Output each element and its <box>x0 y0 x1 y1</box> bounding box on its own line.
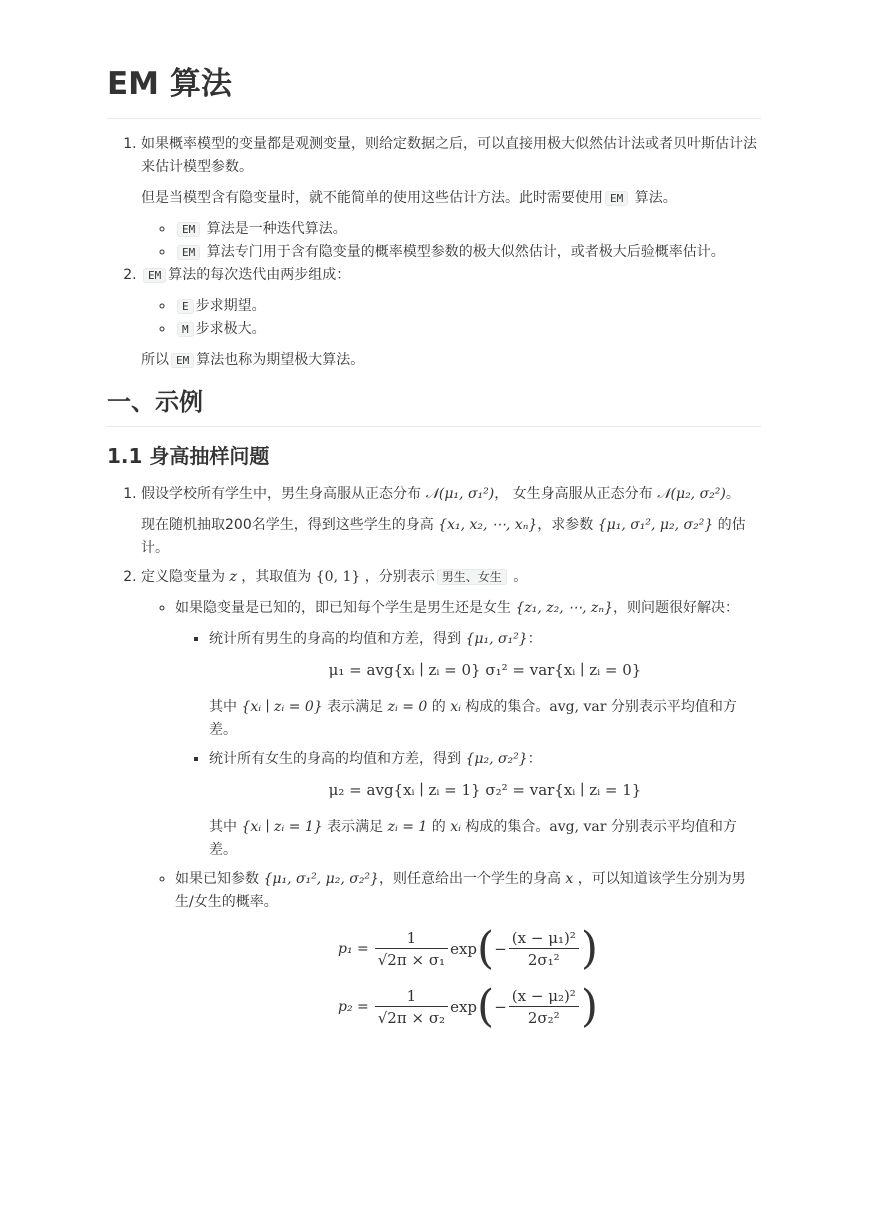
math-lhs: p₁ = <box>337 940 369 957</box>
inline-code: EM <box>143 268 166 283</box>
sub-list <box>141 218 761 264</box>
exp-function: exp <box>450 997 478 1016</box>
text: 算法专门用于含有隐变量的概率模型参数的极大似然估计，或者极大后验概率估计。 <box>202 244 725 260</box>
left-paren: ( <box>477 981 495 1032</box>
math-inline: 𝒩(μ₂, σ₂²) <box>657 486 726 502</box>
text: 如果已知参数 <box>175 871 264 887</box>
text: 但是当模型含有隐变量时，就不能简单的使用这些估计方法。此时需要使用 <box>141 190 603 206</box>
math-inline: zᵢ = 1 <box>387 819 428 835</box>
left-paren: ( <box>477 923 495 974</box>
math-inline: {μ₁, σ₁², μ₂, σ₂²} <box>263 871 379 887</box>
math-inline: {xᵢ ∣ zᵢ = 1} <box>241 819 323 835</box>
text: 统计所有男生的身高的均值和方差，得到 <box>209 631 466 647</box>
denominator: √2π × σ₁ <box>377 950 446 969</box>
probability-equations <box>175 920 761 1036</box>
list-item <box>175 597 761 862</box>
paragraph <box>141 514 761 560</box>
fraction <box>375 928 448 971</box>
inline-code: EM <box>177 222 200 237</box>
text: 表示满足 <box>322 699 388 715</box>
minus-sign: − <box>494 939 507 958</box>
math-inline: {μ₁, σ₁²} <box>465 631 528 647</box>
text: 算法是一种迭代算法。 <box>202 221 347 237</box>
numerator: (x − μ₂)² <box>509 986 579 1007</box>
text: 算法的每次迭代由两步组成： <box>168 267 351 283</box>
inline-code: E <box>177 299 194 314</box>
subsection-heading: 1.1 身高抽样问题 <box>107 444 270 468</box>
math-inline: avg, var <box>549 819 607 835</box>
text: 分别表示平均值和方差。 <box>209 819 737 858</box>
numerator: 1 <box>375 986 448 1007</box>
fraction <box>509 928 579 971</box>
numerator: 1 <box>375 928 448 949</box>
text: 其中 <box>209 699 242 715</box>
math-inline: xᵢ <box>450 819 461 835</box>
list-item <box>141 133 761 264</box>
fraction <box>509 986 579 1029</box>
document-page <box>107 60 761 1036</box>
math-inline: {z₁, z₂, ⋯, zₙ} <box>515 600 613 616</box>
math-inline: zᵢ = 0 <box>387 699 428 715</box>
exp-function: exp <box>450 939 478 958</box>
math-inline: z <box>229 569 237 585</box>
equation-p1 <box>175 920 761 978</box>
paragraph-text: 如果概率模型的变量都是观测变量，则给定数据之后，可以直接用极大似然估计法或者贝叶斯估计法来估计模型参数。 <box>141 136 757 175</box>
list-item <box>175 295 761 318</box>
text: 所以 <box>141 352 169 368</box>
text: ，其取值为 <box>236 569 316 585</box>
fraction <box>375 986 448 1029</box>
math-inline: x <box>565 871 574 887</box>
list-item <box>209 748 761 862</box>
denominator: 2σ₁² <box>527 950 560 969</box>
example-list <box>107 483 761 1036</box>
text: ： <box>527 751 542 767</box>
text: 统计所有女生的身高的均值和方差，得到 <box>209 751 466 767</box>
text: ，则问题很好解决： <box>613 600 739 616</box>
inline-code: 男生、女生 <box>437 569 507 585</box>
list-item <box>141 566 761 1036</box>
text: ，则任意给出一个学生的身高 <box>378 871 566 887</box>
text: 的 <box>427 819 451 835</box>
math-inline: avg, var <box>549 699 607 715</box>
text: 如果隐变量是已知的，即已知每个学生是男生还是女生 <box>175 600 516 616</box>
inline-code: M <box>177 322 194 337</box>
minus-sign: − <box>494 997 507 1016</box>
math-inline: 𝒩(μ₁, σ₁²) <box>425 486 495 502</box>
math-inline: xᵢ <box>450 699 461 715</box>
list-item <box>175 241 761 264</box>
text: 表示满足 <box>322 819 388 835</box>
math-inline: {xᵢ ∣ zᵢ = 0} <box>241 699 323 715</box>
sub-list <box>141 295 761 341</box>
text: ： <box>527 631 542 647</box>
text: 现在随机抽取200名学生，得到这些学生的身高 <box>141 517 439 533</box>
paragraph <box>141 187 761 210</box>
text: 假设学校所有学生中，男生身高服从正态分布 <box>141 486 426 502</box>
section-heading: 一、示例 <box>107 384 761 427</box>
right-paren: ) <box>580 981 598 1032</box>
text: 分别表示平均值和方差。 <box>209 699 737 738</box>
paragraph <box>209 816 761 862</box>
paragraph <box>141 349 761 372</box>
right-paren: ) <box>580 923 598 974</box>
text: 的估计。 <box>141 517 746 556</box>
text: ，求参数 <box>537 517 598 533</box>
text: 步求期望。 <box>195 298 266 314</box>
text: ，分别表示 <box>360 569 435 585</box>
list-item <box>141 483 761 560</box>
text: 定义隐变量为 <box>141 569 230 585</box>
math-inline: {μ₁, σ₁², μ₂, σ₂²} <box>597 517 714 533</box>
text: 步求极大。 <box>195 321 266 337</box>
equation-p2 <box>175 978 761 1036</box>
list-item <box>209 628 761 742</box>
math-inline: {μ₂, σ₂²} <box>465 751 528 767</box>
text: 算法。 <box>630 190 677 206</box>
denominator: 2σ₂² <box>527 1008 560 1027</box>
text: 其中 <box>209 819 242 835</box>
sub-sub-list <box>175 628 761 862</box>
text: 构成的集合。 <box>460 819 550 835</box>
display-equation: μ₂ = avg{xᵢ ∣ zᵢ = 1} σ₂² = var{xᵢ ∣ zᵢ = 1} <box>328 781 642 799</box>
text: 的 <box>427 699 451 715</box>
inline-code: EM <box>605 191 628 206</box>
numerator: (x − μ₁)² <box>509 928 579 949</box>
list-item <box>175 318 761 341</box>
sub-list <box>141 597 761 1036</box>
text: 。 <box>508 569 528 585</box>
text: 。 <box>725 486 740 502</box>
list-item <box>141 264 761 372</box>
inline-code: EM <box>177 245 200 260</box>
intro-list <box>107 133 761 372</box>
list-item <box>175 868 761 1036</box>
denominator: √2π × σ₂ <box>377 1008 446 1027</box>
text: ， 女生身高服从正态分布 <box>494 486 658 502</box>
math-inline: {x₁, x₂, ⋯, xₙ} <box>438 517 538 533</box>
math-lhs: p₂ = <box>337 998 369 1015</box>
text: 构成的集合。 <box>460 699 550 715</box>
paragraph <box>209 696 761 742</box>
display-equation: μ₁ = avg{xᵢ ∣ zᵢ = 0} σ₁² = var{xᵢ ∣ zᵢ = 0} <box>328 661 642 679</box>
list-item <box>175 218 761 241</box>
math-inline: {0, 1} <box>315 569 361 585</box>
page-title: EM 算法 <box>107 60 761 119</box>
inline-code: EM <box>171 353 194 368</box>
text: ，可以知道该学生分别为男生/女生的概率。 <box>175 871 746 910</box>
text: 算法也称为期望极大算法。 <box>196 352 365 368</box>
